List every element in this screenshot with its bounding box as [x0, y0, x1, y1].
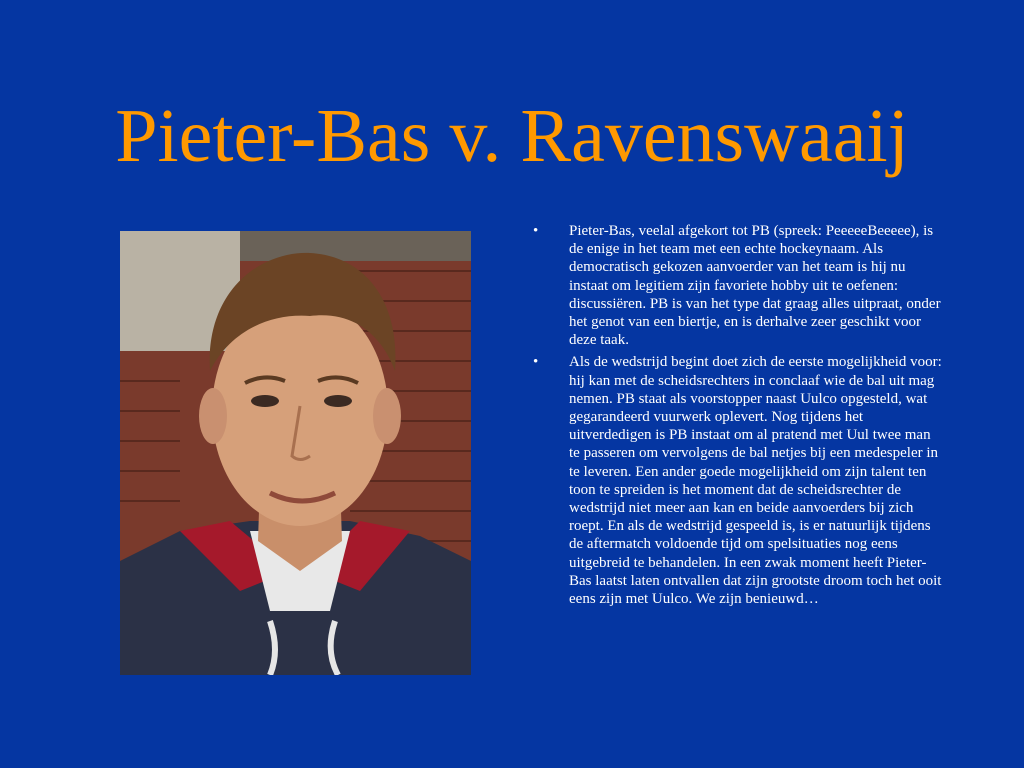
bullet-list: [533, 222, 943, 612]
bullet-text: Als de wedstrijd begint doet zich de eerste mogelijkheid voor: hij kan met de scheidsrechters in conclaaf wie de bal uit mag nemen. PB staat als voorstopper naast Uulco opgesteld, wat gegarandeerd vuurwerk oplevert. Nog tijdens het uitverdedigen is PB instaat om al pratend met Uul twee man te passeren om vervolgens de bal netjes bij een medespeler in te leveren. Een ander goede mogelijkheid om zijn talent ten toon te spreiden is het moment dat de scheidsrechter de wedstrijd niet meer aan kan en beide aanvoerders bij zich roept. En als de wedstrijd gespeeld is, is er natuurlijk tijdens de aftermatch voldoende tijd om spelsituaties nog eens uitgebreid te behandelen. In een zwak moment heeft Pieter-Bas laatst laten ontvallen dat zijn grootste droom toch het ooit eens zijn met Uulco. We zijn benieuwd…: [569, 354, 942, 608]
portrait-photo: [120, 231, 471, 675]
list-item: [533, 222, 943, 349]
list-item: [533, 353, 943, 608]
bullet-marker: •: [533, 354, 539, 371]
bullet-marker: •: [533, 223, 539, 239]
bullet-text: Pieter-Bas, veelal afgekort tot PB (spreek: PeeeeeBeeeee), is de enige in het team met een echte hockeynaam. Als democratisch gekozen aanvoerder van het team is hij nu instaat om legitiem zijn favoriete hobby uit te oefenen: discussiëren. PB is van het type dat graag alles uitpraat, onder het genot van een biertje, en is derhalve zeer geschikt voor deze taak.: [569, 223, 941, 349]
slide-title: Pieter-Bas v. Ravenswaaij: [115, 94, 909, 178]
